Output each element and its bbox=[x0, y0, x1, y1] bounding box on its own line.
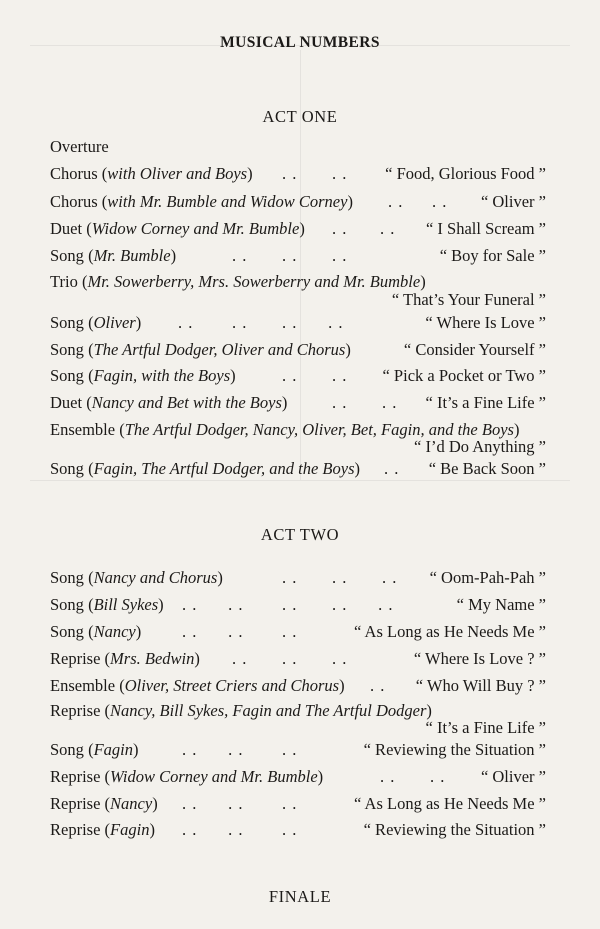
leader-dots: . . bbox=[380, 219, 396, 238]
song-title: “ Who Will Buy ? ” bbox=[415, 676, 546, 695]
list-item: Chorus (with Oliver and Boys) . . . . “ Food, Glorious Food ” bbox=[50, 164, 546, 183]
leader-dots: . . bbox=[282, 622, 298, 641]
number-type: Song bbox=[50, 740, 84, 759]
number-type: Reprise bbox=[50, 820, 101, 839]
list-item: Trio (Mr. Sowerberry, Mrs. Sowerberry and Mr. Bumble) bbox=[50, 272, 426, 291]
number-type: Song bbox=[50, 459, 84, 478]
leader-dots: . . bbox=[332, 219, 348, 238]
leader-dots: . . bbox=[432, 192, 448, 211]
leader-dots: . . bbox=[282, 595, 298, 614]
finale-heading: FINALE bbox=[268, 887, 332, 906]
list-item: Song (Fagin, with the Boys) . . . . “ Pick a Pocket or Two ” bbox=[50, 366, 546, 385]
song-title: “ Where Is Love ? ” bbox=[413, 649, 546, 668]
song-title: “ Oliver ” bbox=[480, 767, 546, 786]
cast: Widow Corney and Mr. Bumble bbox=[91, 219, 300, 238]
leader-dots: . . . . bbox=[332, 595, 394, 614]
number-type: Song bbox=[50, 595, 84, 614]
cast: Oliver, Street Criers and Chorus bbox=[124, 676, 340, 695]
song-title: “ I’d Do Anything ” bbox=[414, 437, 546, 456]
list-item: Song (Oliver) . . . . . . . . “ Where Is Love ” bbox=[50, 313, 546, 332]
cast: Widow Corney and Mr. Bumble bbox=[110, 767, 318, 786]
number-type: Duet bbox=[50, 393, 83, 412]
number-type: Reprise bbox=[50, 649, 101, 668]
number-type: Reprise bbox=[50, 701, 101, 720]
leader-dots: . . bbox=[332, 393, 348, 412]
cast: Mrs. Bedwin bbox=[110, 649, 195, 668]
cast: The Artful Dodger, Oliver and Chorus bbox=[93, 340, 346, 359]
number-type: Ensemble bbox=[50, 420, 116, 439]
list-item: Reprise (Widow Corney and Mr. Bumble) . . . . “ Oliver ” bbox=[50, 767, 546, 786]
cast: Fagin bbox=[93, 740, 133, 759]
song-title: “ That’s Your Funeral ” bbox=[391, 290, 546, 309]
leader-dots: . . bbox=[282, 794, 298, 813]
list-item: Song (Fagin, The Artful Dodger, and the Boys) . . “ Be Back Soon ” bbox=[50, 459, 546, 478]
song-title: “ Pick a Pocket or Two ” bbox=[382, 366, 546, 385]
list-item: Ensemble (Oliver, Street Criers and Chorus) . . “ Who Will Buy ? ” bbox=[50, 676, 546, 695]
leader-dots: . . bbox=[282, 740, 298, 759]
leader-dots: . . . . bbox=[182, 820, 244, 839]
leader-dots: . . . . bbox=[282, 313, 344, 332]
song-title: “ Boy for Sale ” bbox=[439, 246, 546, 265]
leader-dots: . . . . bbox=[182, 794, 244, 813]
list-item: Duet (Widow Corney and Mr. Bumble) . . . . “ I Shall Scream ” bbox=[50, 219, 546, 238]
cast: Fagin, with the Boys bbox=[93, 366, 231, 385]
song-title: “ It’s a Fine Life ” bbox=[425, 718, 546, 737]
number-type: Duet bbox=[50, 219, 83, 238]
list-item: Song (Fagin) . . . . . . “ Reviewing the Situation ” bbox=[50, 740, 546, 759]
number-type: Chorus bbox=[50, 192, 98, 211]
cast: Nancy bbox=[110, 794, 153, 813]
leader-dots: . . bbox=[332, 366, 348, 385]
list-item: Reprise (Mrs. Bedwin) . . . . . . “ Where Is Love ? ” bbox=[50, 649, 546, 668]
leader-dots: . . bbox=[332, 164, 348, 183]
leader-dots: . . bbox=[282, 568, 298, 587]
song-title: “ Oliver ” bbox=[480, 192, 546, 211]
number-type: Reprise bbox=[50, 767, 101, 786]
cast: Oliver bbox=[93, 313, 136, 332]
list-item: Song (Nancy) . . . . . . “ As Long as He Needs Me ” bbox=[50, 622, 546, 641]
song-title: “ It’s a Fine Life ” bbox=[425, 393, 546, 412]
cast: Mr. Bumble bbox=[93, 246, 171, 265]
song-title: “ Food, Glorious Food ” bbox=[385, 164, 546, 183]
song-title: “ Oom-Pah-Pah ” bbox=[429, 568, 546, 587]
list-item: Reprise (Nancy, Bill Sykes, Fagin and The Artful Dodger) bbox=[50, 701, 432, 720]
cast: with Oliver and Boys bbox=[107, 164, 248, 183]
cast: Nancy, Bill Sykes, Fagin and The Artful Dodger bbox=[110, 701, 427, 720]
act-one-heading: ACT ONE bbox=[262, 107, 338, 126]
cast: Nancy and Bet with the Boys bbox=[91, 393, 282, 412]
cast: Mr. Sowerberry, Mrs. Sowerberry and Mr. Bumble bbox=[87, 272, 421, 291]
leader-dots: . . bbox=[332, 246, 348, 265]
leader-dots: . . . . bbox=[182, 740, 244, 759]
act-two-heading: ACT TWO bbox=[260, 525, 340, 544]
song-title: “ Reviewing the Situation ” bbox=[363, 820, 546, 839]
leader-dots: . . bbox=[282, 820, 298, 839]
cast: The Artful Dodger, Nancy, Oliver, Bet, Fagin, and the Boys bbox=[124, 420, 514, 439]
leader-dots: . . bbox=[370, 676, 386, 695]
number-type: Ensemble bbox=[50, 676, 116, 695]
cast: Bill Sykes bbox=[93, 595, 159, 614]
leader-dots: . . bbox=[282, 649, 298, 668]
number-type: Song bbox=[50, 568, 84, 587]
cast: Nancy bbox=[93, 622, 136, 641]
leader-dots: . . bbox=[382, 393, 398, 412]
cast: with Mr. Bumble and Widow Corney bbox=[107, 192, 348, 211]
song-title: “ Be Back Soon ” bbox=[428, 459, 546, 478]
number-type: Song bbox=[50, 366, 84, 385]
number-type: Song bbox=[50, 340, 84, 359]
page-title: MUSICAL NUMBERS bbox=[220, 34, 380, 51]
leader-dots: . . . . bbox=[182, 595, 244, 614]
number-type: Reprise bbox=[50, 794, 101, 813]
leader-dots: . . bbox=[430, 767, 446, 786]
leader-dots: . . bbox=[282, 246, 298, 265]
number-type: Song bbox=[50, 246, 84, 265]
list-item: Reprise (Fagin) . . . . . . “ Reviewing the Situation ” bbox=[50, 820, 546, 839]
list-item: Song (The Artful Dodger, Oliver and Chorus) “ Consider Yourself ” bbox=[50, 340, 546, 359]
leader-dots: . . bbox=[384, 459, 400, 478]
list-item: Song (Mr. Bumble) . . . . . . “ Boy for Sale ” bbox=[50, 246, 546, 265]
number-type: Song bbox=[50, 313, 84, 332]
overture: Overture bbox=[50, 137, 109, 156]
leader-dots: . . . . bbox=[182, 622, 244, 641]
number-type: Song bbox=[50, 622, 84, 641]
leader-dots: . . bbox=[232, 313, 248, 332]
list-item: Chorus (with Mr. Bumble and Widow Corney) . . . . “ Oliver ” bbox=[50, 192, 546, 211]
song-title: “ As Long as He Needs Me ” bbox=[354, 622, 546, 641]
song-title: “ Consider Yourself ” bbox=[403, 340, 546, 359]
leader-dots: . . bbox=[382, 568, 398, 587]
leader-dots: . . bbox=[388, 192, 404, 211]
number-type: Chorus bbox=[50, 164, 98, 183]
leader-dots: . . bbox=[380, 767, 396, 786]
song-title: “ Where Is Love ” bbox=[425, 313, 546, 332]
list-item: Song (Nancy and Chorus) . . . . . . “ Oom-Pah-Pah ” bbox=[50, 568, 546, 587]
list-item: Reprise (Nancy) . . . . . . “ As Long as He Needs Me ” bbox=[50, 794, 546, 813]
leader-dots: . . bbox=[332, 649, 348, 668]
song-title: “ Reviewing the Situation ” bbox=[363, 740, 546, 759]
number-type: Trio bbox=[50, 272, 78, 291]
list-item: Song (Bill Sykes) . . . . . . . . . . “ My Name ” bbox=[50, 595, 546, 614]
leader-dots: . . bbox=[178, 313, 194, 332]
song-title: “ I Shall Scream ” bbox=[425, 219, 546, 238]
cast: Nancy and Chorus bbox=[93, 568, 218, 587]
leader-dots: . . bbox=[332, 568, 348, 587]
leader-dots: . . bbox=[282, 366, 298, 385]
leader-dots: . . bbox=[232, 649, 248, 668]
list-item: Duet (Nancy and Bet with the Boys) . . . . “ It’s a Fine Life ” bbox=[50, 393, 546, 412]
song-title: “ As Long as He Needs Me ” bbox=[354, 794, 546, 813]
leader-dots: . . bbox=[232, 246, 248, 265]
cast: Fagin, The Artful Dodger, and the Boys bbox=[93, 459, 355, 478]
leader-dots: . . bbox=[282, 164, 298, 183]
cast: Fagin bbox=[110, 820, 150, 839]
song-title: “ My Name ” bbox=[456, 595, 546, 614]
list-item: Ensemble (The Artful Dodger, Nancy, Oliver, Bet, Fagin, and the Boys) bbox=[50, 420, 520, 439]
